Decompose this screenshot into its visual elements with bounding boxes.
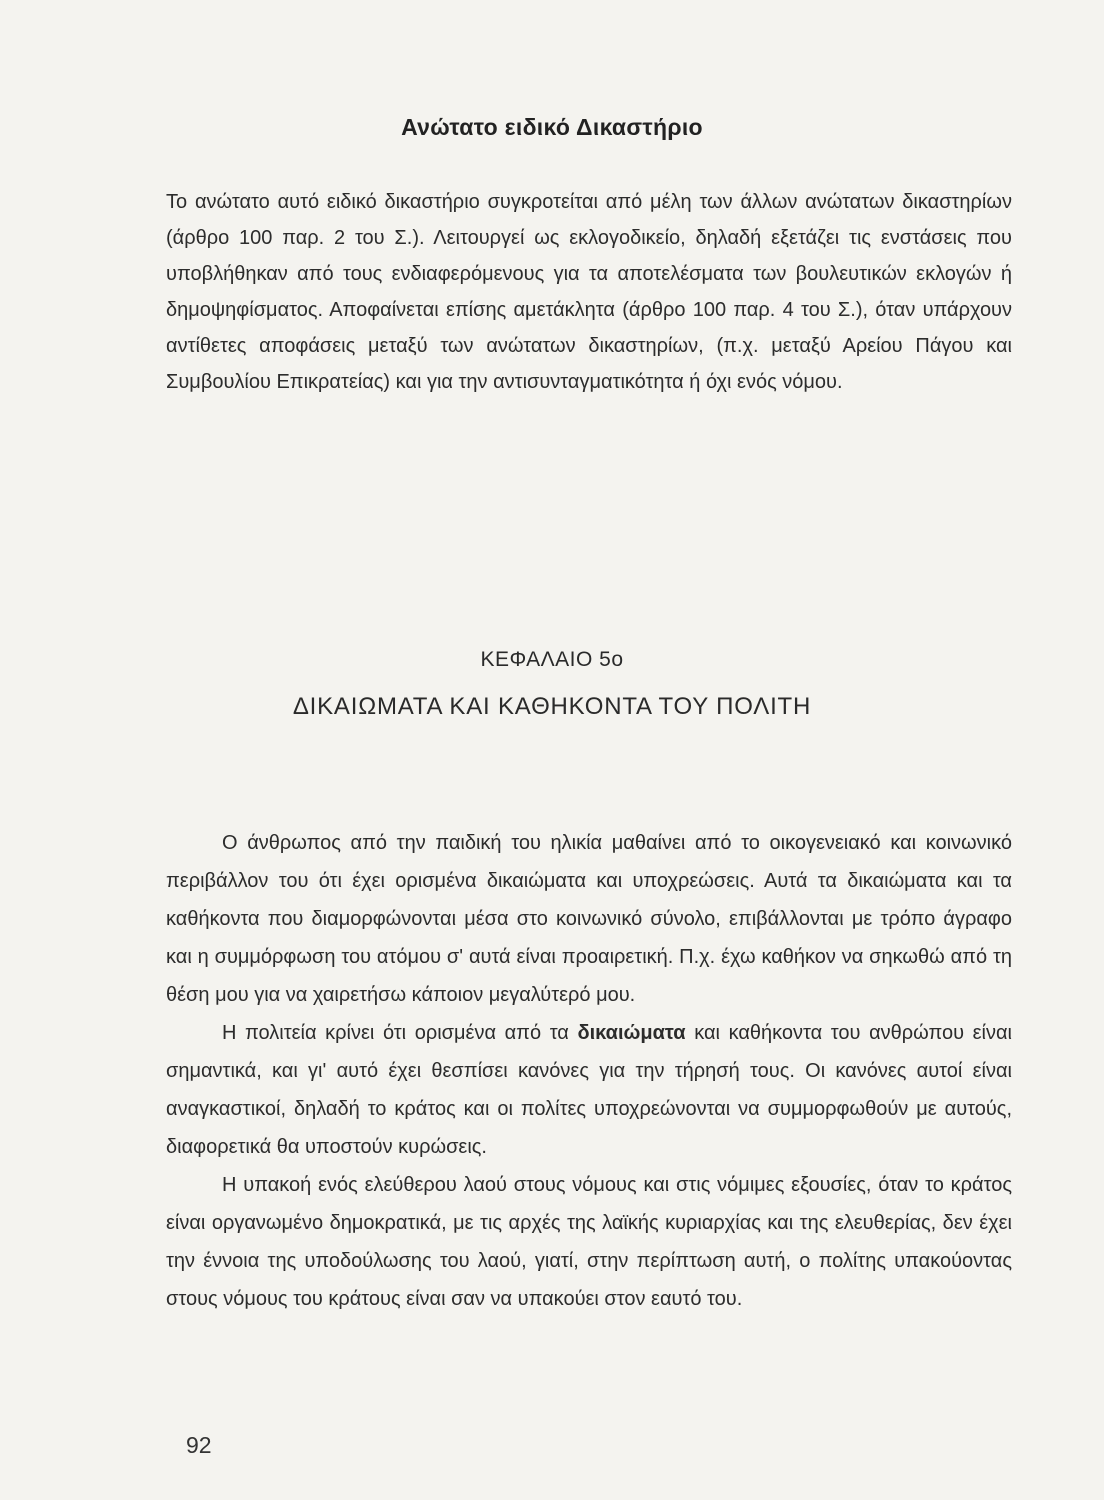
- section-paragraph: Το ανώτατο αυτό ειδικό δικαστήριο συγκροτείται από μέλη των άλλων ανώτατων δικαστηρίων (άρθρο 100 παρ. 2 του Σ.). Λειτουργεί ως εκλογοδικείο, δηλαδή εξετάζει τις ενστάσεις που υποβλήθηκαν από τους ενδιαφερόμενους για τα αποτελέσματα των βουλευτικών εκλογών ή δημοψηφίσματος. Αποφαίνεται επίσης αμετάκλητα (άρθρο 100 παρ. 4 του Σ.), όταν υπάρχουν αντίθετες αποφάσεις μεταξύ των ανώτατων δικαστηρίων, (π.χ. μεταξύ Αρείου Πάγου και Συμβουλίου Επικρατείας) και για την αντισυνταγματικότητα ή όχι ενός νόμου.: [166, 191, 1012, 393]
- bold-term-rights: δικαιώματα: [577, 1022, 686, 1044]
- chapter-text-block: [166, 824, 1012, 1318]
- chapter-title: ΔΙΚΑΙΩΜΑΤΑ ΚΑΙ ΚΑΘΗΚΟΝΤΑ ΤΟΥ ΠΟΛΙΤΗ: [292, 693, 812, 720]
- paragraph-2-intro: Η πολιτεία κρίνει ότι ορισμένα από τα: [222, 1022, 578, 1044]
- section-text-block: [166, 184, 1012, 400]
- paragraph-2-rest: και καθήκοντα του ανθρώπου είναι σημαντικά, και γι' αυτό έχει θεσπίσει κανόνες για την τήρησή τους. Οι κανόνες αυτοί είναι αναγκαστικοί, δηλαδή το κράτος και οι πολίτες υποχρεώνονται να συμμορφωθούν με αυτούς, διαφορετικά θα υποστούν κυρώσεις.: [166, 1022, 1012, 1158]
- chapter-paragraph-1: Ο άνθρωπος από την παιδική του ηλικία μαθαίνει από το οικογενειακό και κοινωνικό περιβάλλον του ότι έχει ορισμένα δικαιώματα και υποχρεώσεις. Αυτά τα δικαιώματα και τα καθήκοντα που διαμορφώνονται μέσα στο κοινωνικό σύνολο, επιβάλλονται με τρόπο άγραφο και η συμμόρφωση του ατόμου σ' αυτά είναι προαιρετική. Π.χ. έχω καθήκον να σηκωθώ από τη θέση μου για να χαιρετήσω κάποιον μεγαλύτερό μου.: [166, 832, 1012, 1006]
- section-heading: Ανώτατο ειδικό Δικαστήριο: [401, 114, 703, 140]
- chapter-paragraph-3: Η υπακοή ενός ελεύθερου λαού στους νόμους και στις νόμιμες εξουσίες, όταν το κράτος είναι οργανωμένο δημοκρατικά, με τις αρχές της λαϊκής κυριαρχίας και της ελευθερίας, δεν έχει την έννοια της υποδούλωσης του λαού, γιατί, στην περίπτωση αυτή, ο πολίτης υπακούοντας στους νόμους του κράτους είναι σαν να υπακούει στον εαυτό του.: [166, 1174, 1012, 1310]
- chapter-paragraph-2: [166, 1014, 1012, 1166]
- page-number: 92: [186, 1432, 212, 1458]
- chapter-label: ΚΕΦΑΛΑΙΟ 5ο: [480, 648, 624, 671]
